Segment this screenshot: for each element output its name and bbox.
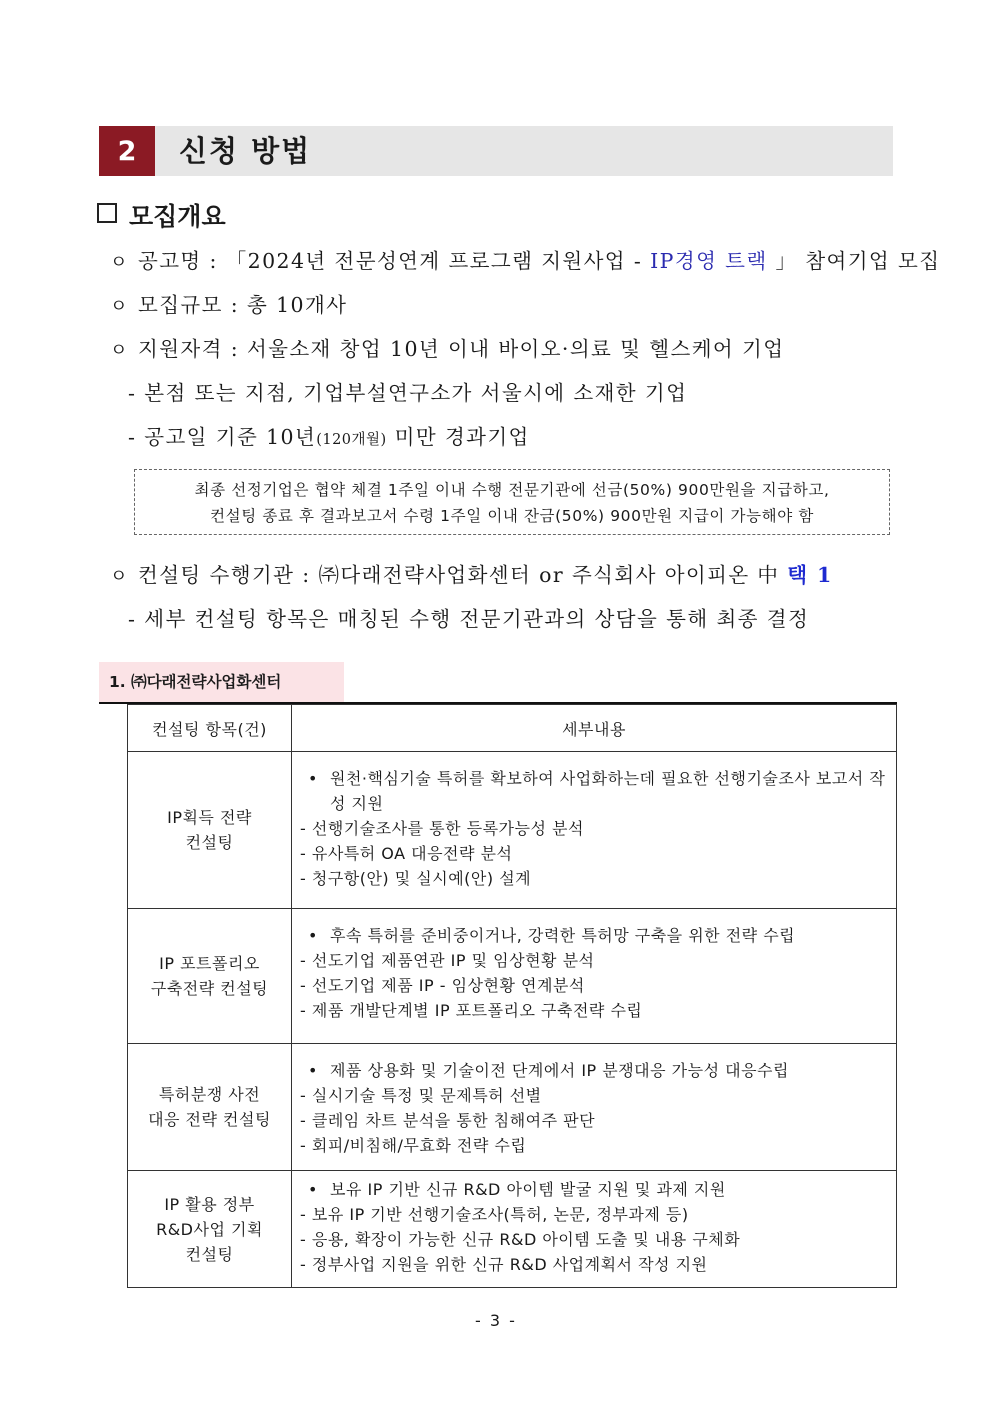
eligibility-sub1: - 본점 또는 지점, 기업부설연구소가 서울시에 소재한 기업: [128, 381, 688, 405]
detail-sub-item: - 선도기업 제품 IP - 임상현황 연계분석: [300, 976, 585, 995]
eligibility-sub2: [128, 420, 530, 450]
eligibility-sub2-a: - 공고일 기준 10년: [128, 425, 317, 449]
detail-main-text: 제품 상용화 및 기술이전 단계에서 IP 분쟁대응 가능성 대응수립: [330, 1061, 789, 1080]
detail-sub-item: - 선행기술조사를 통한 등록가능성 분석: [300, 819, 584, 838]
overview-heading-label: 모집개요: [129, 202, 226, 231]
agency-sub: - 세부 컨설팅 항목은 매칭된 수행 전문기관과의 상담을 통해 최종 결정: [128, 607, 810, 631]
detail-main-text: 후속 특허를 준비중이거나, 강력한 특허망 구축을 위한 전략 수립: [330, 926, 796, 945]
detail-main-item: [300, 1177, 888, 1202]
category-line: 대응 전략 컨설팅: [148, 1110, 271, 1129]
category-line: 구축전략 컨설팅: [150, 979, 269, 998]
circle-bullet-icon: ㅇ: [110, 340, 129, 361]
detail-cell: [292, 752, 897, 909]
detail-sub-item: - 클레임 차트 분석을 통한 침해여주 판단: [300, 1111, 596, 1130]
page-number: - 3 -: [475, 1311, 517, 1330]
detail-main-item: [300, 923, 888, 948]
detail-main-text: 보유 IP 기반 신규 R&D 아이템 발굴 지원 및 과제 지원: [330, 1180, 726, 1199]
detail-sub-item: - 청구항(안) 및 실시예(안) 설계: [300, 869, 532, 888]
circle-bullet-icon: ㅇ: [110, 566, 129, 587]
agency-prefix: 컨설팅 수행기관 : ㈜다래전략사업화센터 or 주식회사 아이피온 中: [138, 563, 788, 587]
detail-sub-item: - 유사특허 OA 대응전략 분석: [300, 844, 513, 863]
agency-highlight: 택 1: [787, 563, 833, 587]
circle-bullet-icon: ㅇ: [110, 252, 129, 273]
detail-sub-item: - 회피/비침해/무효화 전략 수립: [300, 1136, 527, 1155]
section-title: 신청 방법: [179, 134, 312, 168]
category-cell: [128, 909, 292, 1044]
org-label: 1. ㈜다래전략사업화센터: [99, 662, 344, 702]
eligibility-sub2-small: (120개월): [316, 432, 387, 448]
category-cell: [128, 1171, 292, 1288]
table-header-row: [128, 705, 897, 752]
table-row: [128, 1044, 897, 1171]
agency-line: [110, 558, 833, 588]
table-row: [128, 1171, 897, 1288]
overview-heading: [97, 197, 226, 233]
payment-notice-box: [134, 469, 890, 535]
category-cell: [128, 1044, 292, 1171]
detail-main-item: [300, 1058, 888, 1083]
dot-bullet-icon: •: [308, 1061, 318, 1080]
dot-bullet-icon: •: [308, 769, 318, 788]
consulting-table: [127, 704, 897, 1288]
table-row: [128, 909, 897, 1044]
category-cell: [128, 752, 292, 909]
detail-main-item: [300, 766, 888, 816]
category-line: IP 포트폴리오: [159, 954, 260, 973]
category-line: 특허분쟁 사전: [158, 1085, 261, 1104]
detail-sub-item: - 선도기업 제품연관 IP 및 임상현황 분석: [300, 951, 595, 970]
notice-name-highlight: IP경영 트랙: [650, 249, 768, 273]
table-header-detail: 세부내용: [292, 705, 897, 752]
notice-name-suffix: 」 참여기업 모집: [767, 249, 941, 273]
detail-sub-item: - 응용, 확장이 가능한 신규 R&D 아이템 도출 및 내용 구체화: [300, 1230, 741, 1249]
notice-line-2: 컨설팅 종료 후 결과보고서 수령 1주일 이내 잔금(50%) 900만원 지급이 가능해야 함: [210, 507, 814, 525]
table-row: [128, 752, 897, 909]
notice-name-line: [110, 244, 940, 274]
detail-cell: [292, 1171, 897, 1288]
detail-cell: [292, 1044, 897, 1171]
category-line: 컨설팅: [185, 833, 234, 852]
section-number: 2: [99, 126, 155, 176]
circle-bullet-icon: ㅇ: [110, 296, 129, 317]
section-header: [99, 126, 893, 176]
notice-name-prefix: 공고명 : 「2024년 전문성연계 프로그램 지원사업 -: [138, 249, 651, 273]
category-line: IP획득 전략: [167, 808, 252, 827]
category-line: IP 활용 정부: [164, 1194, 255, 1214]
category-line: R&D사업 기획: [156, 1219, 263, 1239]
detail-sub-item: - 보유 IP 기반 선행기술조사(특허, 논문, 정부과제 등): [300, 1205, 689, 1224]
detail-cell: [292, 909, 897, 1044]
dot-bullet-icon: •: [308, 926, 318, 945]
detail-main-text: 원천·핵심기술 특허를 확보하여 사업화하는데 필요한 선행기술조사 보고서 작성 지원: [330, 769, 886, 813]
eligibility-sub2-b: 미만 경과기업: [386, 425, 530, 449]
detail-sub-item: - 실시기술 특정 및 문제특허 선별: [300, 1086, 542, 1105]
scale-text: 모집규모 : 총 10개사: [138, 293, 348, 317]
detail-sub-item: - 정부사업 지원을 위한 신규 R&D 사업계획서 작성 지원: [300, 1255, 708, 1274]
checkbox-square-icon: [97, 203, 117, 223]
eligibility-line: [110, 332, 784, 362]
notice-line-1: 최종 선정기업은 협약 체결 1주일 이내 수행 전문기관에 선금(50%) 900만원을 지급하고,: [194, 481, 830, 499]
eligibility-text: 지원자격 : 서울소재 창업 10년 이내 바이오·의료 및 헬스케어 기업: [138, 337, 785, 361]
detail-sub-item: - 제품 개발단계별 IP 포트폴리오 구축전략 수립: [300, 1001, 643, 1020]
dot-bullet-icon: •: [308, 1180, 318, 1199]
table-header-category: 컨설팅 항목(건): [128, 705, 292, 752]
scale-line: [110, 288, 347, 318]
category-line: 컨설팅: [185, 1244, 234, 1264]
